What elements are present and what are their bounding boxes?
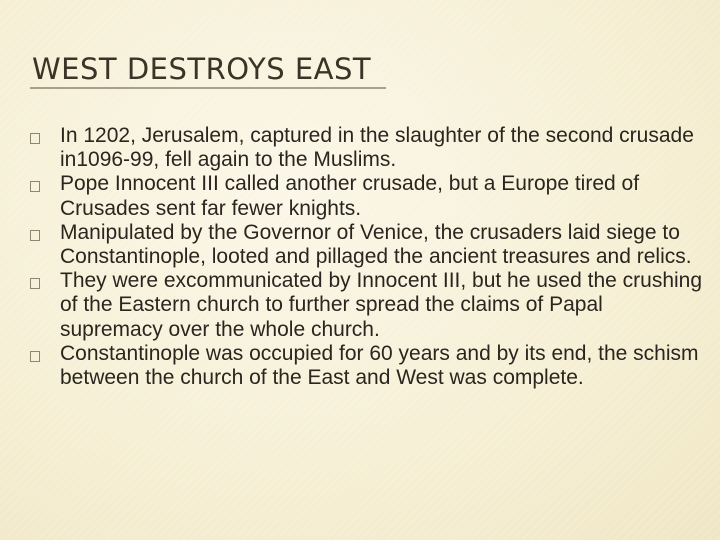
square-bullet-icon [30, 133, 40, 144]
bullet-text: Constantinople was occupied for 60 years and by its end, the schism between the church of the East and West was complete. [60, 341, 699, 390]
bullet-item [30, 124, 706, 172]
bullet-item [30, 269, 706, 342]
bullet-text: Manipulated by the Governor of Venice, the crusaders laid siege to Constantinople, looted and pillaged the ancient treasures and relics. [60, 220, 692, 269]
bullet-item [30, 342, 706, 390]
square-bullet-icon [30, 351, 40, 362]
bullet-list [30, 124, 706, 390]
bullet-text: They were excommunicated by Innocent III, but he used the crushing of the Eastern church to further spread the claims of Papal supremacy over the whole church. [60, 269, 703, 341]
bullet-item [30, 221, 706, 269]
slide-title: WEST DESTROYS EAST [32, 52, 372, 86]
square-bullet-icon [30, 230, 40, 241]
bullet-text: Pope Innocent III called another crusade, but a Europe tired of Crusades sent far fewer knights. [60, 172, 640, 220]
square-bullet-icon [30, 278, 40, 289]
square-bullet-icon [30, 181, 40, 192]
title-underline [30, 87, 386, 89]
bullet-item [30, 172, 706, 220]
bullet-text: In 1202, Jerusalem, captured in the slaughter of the second crusade in1096-99, fell again to the Muslims. [60, 124, 694, 172]
